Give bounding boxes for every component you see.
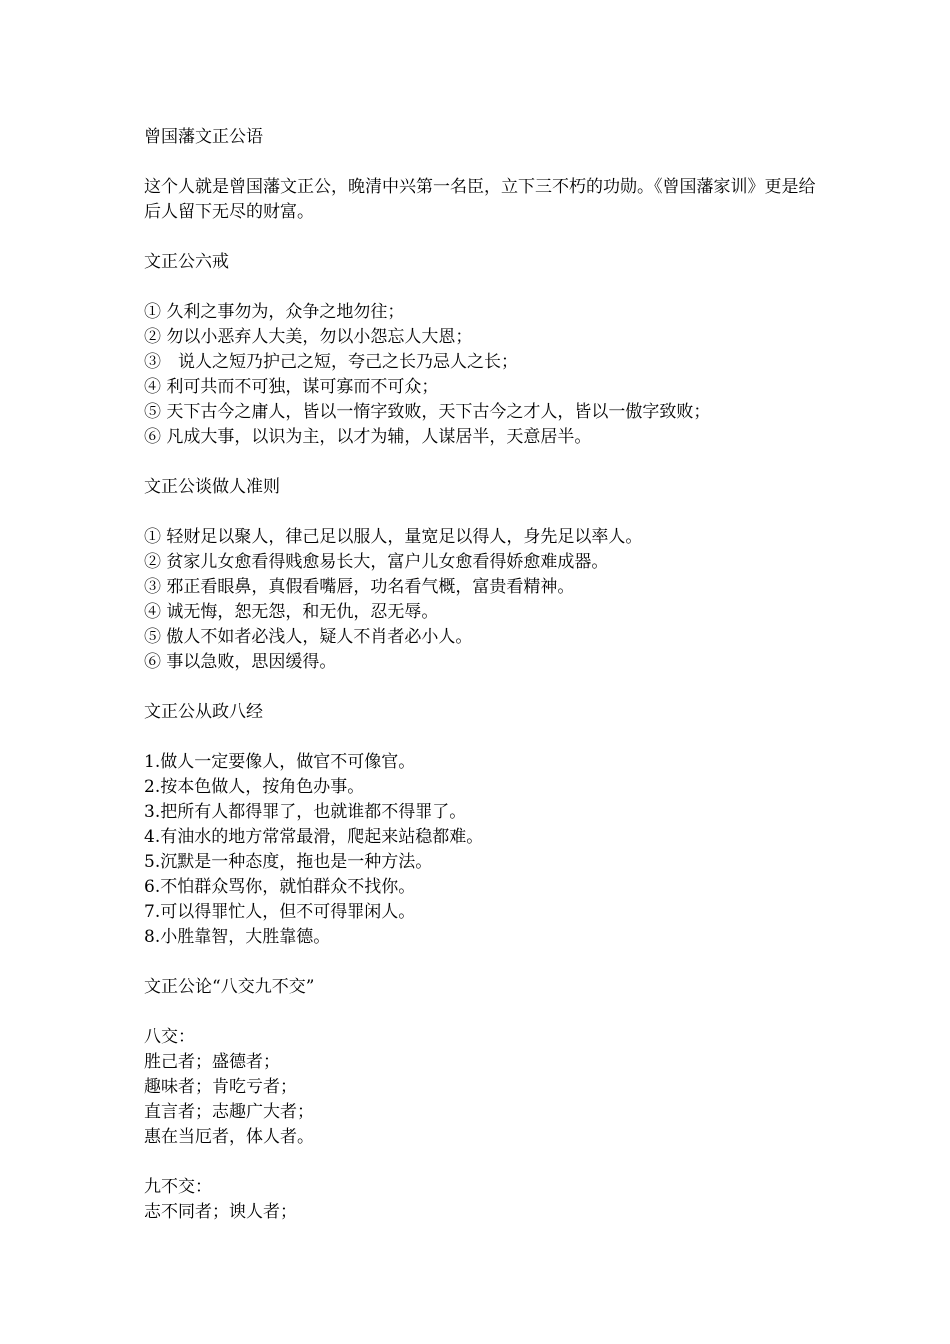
list-item: ⑤ 傲人不如者必浅人，疑人不肖者必小人。 [144, 627, 473, 647]
spacer [144, 500, 824, 525]
list-item: 胜己者；盛德者； [144, 1052, 280, 1072]
list-item: 1.做人一定要像人，做官不可像官。 [144, 752, 416, 772]
intro-paragraph: 这个人就是曾国藩文正公，晚清中兴第一名臣，立下三不朽的功勋。《曾国藩家训》更是给后人留下无尽的财富。 [144, 177, 816, 222]
section-heading-friendship: 文正公论“八交九不交” [144, 977, 315, 997]
list-item: 惠在当厄者，体人者。 [144, 1127, 314, 1147]
six-warnings-list [144, 300, 824, 450]
list-item: 5.沉默是一种态度，拖也是一种方法。 [144, 852, 433, 872]
spacer [144, 275, 824, 300]
spacer [144, 950, 824, 975]
list-item: 2.按本色做人，按角色办事。 [144, 777, 365, 797]
list-item: 4.有油水的地方常常最滑，爬起来站稳都难。 [144, 827, 484, 847]
nine-nonfriends-block [144, 1175, 824, 1225]
governance-rules-list [144, 750, 824, 950]
conduct-principles-list [144, 525, 824, 675]
list-item: ① 久利之事勿为，众争之地勿往； [144, 302, 405, 322]
spacer [144, 450, 824, 475]
eight-friends-block [144, 1025, 824, 1150]
list-item: 8.小胜靠智，大胜靠德。 [144, 927, 331, 947]
section-heading-six-warnings: 文正公六戒 [144, 252, 229, 272]
list-item: ⑥ 事以急败，思因缓得。 [144, 652, 337, 672]
spacer [144, 725, 824, 750]
document-body [144, 125, 824, 1225]
list-item: 7.可以得罪忙人，但不可得罪闲人。 [144, 902, 416, 922]
section-heading-conduct-principles: 文正公谈做人准则 [144, 477, 280, 497]
spacer [144, 150, 824, 175]
spacer [144, 225, 824, 250]
spacer [144, 1000, 824, 1025]
list-item: 3.把所有人都得罪了，也就谁都不得罪了。 [144, 802, 467, 822]
list-item: ① 轻财足以聚人，律己足以服人，量宽足以得人，身先足以率人。 [144, 527, 643, 547]
list-item: ⑤ 天下古今之庸人，皆以一惰字致败，天下古今之才人，皆以一傲字致败； [144, 402, 711, 422]
list-item: ② 贫家儿女愈看得贱愈易长大，富户儿女愈看得娇愈难成器。 [144, 552, 609, 572]
list-item: ④ 诚无悔，恕无怨，和无仇，忍无辱。 [144, 602, 439, 622]
list-item: ⑥ 凡成大事，以识为主，以才为辅，人谋居半，天意居半。 [144, 427, 592, 447]
list-item: ④ 利可共而不可独，谋可寡而不可众； [144, 377, 439, 397]
list-item: 6.不怕群众骂你，就怕群众不找你。 [144, 877, 416, 897]
spacer [144, 675, 824, 700]
spacer [144, 1150, 824, 1175]
eight-friends-label: 八交： [144, 1027, 195, 1047]
list-item: 直言者；志趣广大者； [144, 1102, 314, 1122]
list-item: 趣味者；肯吃亏者； [144, 1077, 297, 1097]
list-item: ③ 说人之短乃护己之短，夸己之长乃忌人之长； [144, 352, 518, 372]
list-item: 志不同者；谀人者； [144, 1202, 297, 1222]
list-item: ② 勿以小恶弃人大美，勿以小怨忘人大恩； [144, 327, 473, 347]
document-title: 曾国藩文正公语 [144, 127, 263, 147]
section-heading-eight-governance-rules: 文正公从政八经 [144, 702, 263, 722]
list-item: ③ 邪正看眼鼻，真假看嘴唇，功名看气概，富贵看精神。 [144, 577, 575, 597]
nine-nonfriends-label: 九不交： [144, 1177, 212, 1197]
